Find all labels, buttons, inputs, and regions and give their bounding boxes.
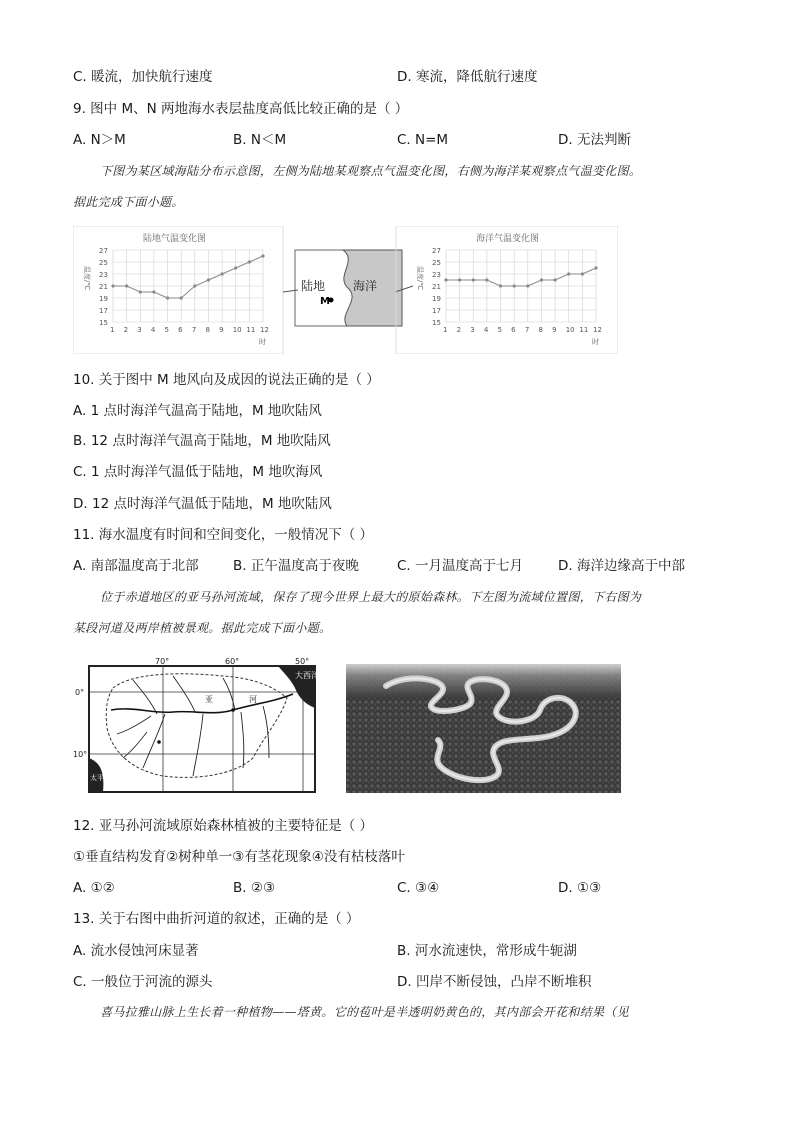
data-point — [540, 278, 543, 281]
data-point — [594, 266, 597, 269]
q12-option-b: B. ②③ — [233, 880, 276, 896]
data-point — [207, 278, 210, 281]
q10-stem: 10. 关于图中 M 地风向及成因的说法正确的是（ ） — [73, 372, 380, 388]
x-tick-label: 6 — [178, 326, 183, 334]
x-tick-label: 9 — [219, 326, 224, 334]
q8-option-c: C. 暖流，加快航行速度 — [73, 69, 213, 85]
x-tick-label: 8 — [205, 326, 210, 334]
region-char: 亚 — [205, 695, 213, 704]
q8-option-d: D. 寒流，降低航行速度 — [397, 69, 538, 85]
figure-land-sea-temperature — [73, 226, 618, 354]
q13-stem: 13. 关于右图中曲折河道的叙述，正确的是（ ） — [73, 911, 360, 927]
q10-option-d: D. 12 点时海洋气温低于陆地，M 地吹陆风 — [73, 496, 332, 512]
y-tick-label: 15 — [432, 319, 441, 327]
q9-option-c: C. N=M — [397, 132, 449, 148]
intro2-line2: 某段河道及两岸植被景观。据此完成下面小题。 — [73, 621, 332, 635]
y-tick-label: 17 — [432, 307, 441, 315]
pacific-label: 太平洋 — [90, 774, 111, 782]
data-point — [234, 266, 237, 269]
data-point — [567, 272, 570, 275]
y-tick-label: 27 — [432, 247, 441, 255]
x-tick-label: 3 — [470, 326, 475, 334]
lat-10-label: 10° — [73, 750, 88, 759]
sea-temperature-chart — [416, 232, 602, 346]
city-marker — [231, 708, 235, 712]
x-tick-label: 8 — [538, 326, 543, 334]
data-point — [485, 278, 488, 281]
q12-option-a: A. ①② — [73, 880, 115, 896]
q10-option-b: B. 12 点时海洋气温高于陆地，M 地吹陆风 — [73, 433, 331, 449]
x-tick-label: 9 — [552, 326, 557, 334]
q12-option-c: C. ③④ — [397, 880, 440, 896]
atlantic-label: 大西洋 — [295, 671, 319, 680]
x-tick-label: 5 — [164, 326, 170, 334]
data-point — [139, 290, 142, 293]
x-tick-label: 12 — [260, 326, 269, 334]
data-point — [152, 290, 155, 293]
data-point — [193, 284, 196, 287]
data-point — [180, 296, 183, 299]
river-char: 河 — [249, 695, 257, 704]
map-border — [89, 666, 315, 792]
lat-0-label: 0° — [75, 688, 85, 697]
x-tick-label: 2 — [123, 326, 129, 334]
amazon-map-svg — [73, 658, 323, 796]
chart-title: 海洋气温变化图 — [476, 234, 540, 244]
figure1-svg — [73, 226, 618, 354]
y-tick-label: 19 — [99, 295, 108, 303]
q12-stem: 12. 亚马孙河流域原始森林植被的主要特征是（ ） — [73, 818, 374, 834]
x-tick-label: 1 — [110, 326, 115, 334]
x-tick-label: 11 — [246, 326, 256, 334]
map-sea-label: 海洋 — [353, 279, 378, 293]
data-point — [581, 272, 584, 275]
series-line — [446, 268, 596, 286]
data-point — [125, 284, 128, 287]
q11-stem: 11. 海水温度有时间和空间变化，一般情况下（ ） — [73, 527, 374, 543]
intro3-line1: 喜马拉雅山脉上生长着一种植物——塔黄。它的苞叶是半透明奶黄色的，其内部会开花和结果（见 — [100, 1005, 629, 1019]
data-point — [261, 254, 264, 257]
x-axis-label: 时 — [592, 338, 599, 346]
q9-option-b: B. N＜M — [233, 132, 287, 148]
y-tick-label: 15 — [99, 319, 108, 327]
lon-60-label: 60° — [225, 658, 240, 666]
y-tick-label: 19 — [432, 295, 441, 303]
land-sea-map — [283, 250, 413, 326]
data-point — [166, 296, 169, 299]
data-point — [513, 284, 516, 287]
x-tick-label: 6 — [511, 326, 516, 334]
x-tick-label: 3 — [137, 326, 142, 334]
q11-option-b: B. 正午温度高于夜晚 — [233, 558, 359, 574]
y-tick-label: 25 — [99, 259, 108, 267]
q13-option-b: B. 河水流速快，常形成牛轭湖 — [397, 943, 577, 959]
q11-option-a: A. 南部温度高于北部 — [73, 558, 199, 574]
x-tick-label: 2 — [456, 326, 462, 334]
amazon-basin-map — [73, 658, 323, 796]
sea-chart-frame — [396, 226, 618, 354]
intro1-line2: 据此完成下面小题。 — [73, 195, 184, 209]
y-tick-label: 17 — [99, 307, 108, 315]
x-tick-label: 7 — [524, 326, 530, 334]
y-axis-label: 温度/℃ — [416, 266, 424, 291]
intro1-line1: 下图为某区域海陆分布示意图，左侧为陆地某观察点气温变化图，右侧为海洋某观察点气温变化图。 — [100, 164, 642, 178]
q13-option-c: C. 一般位于河流的源头 — [73, 974, 213, 990]
x-tick-label: 7 — [191, 326, 197, 334]
intro2-line1: 位于赤道地区的亚马孙河流域，保存了现今世界上最大的原始森林。下左图为流域位置图，下右图为 — [100, 590, 642, 604]
data-point — [499, 284, 502, 287]
y-axis-label: 温度/℃ — [83, 266, 91, 291]
chart-title: 陆地气温变化图 — [143, 234, 207, 244]
y-tick-label: 27 — [99, 247, 108, 255]
q9-option-a: A. N＞M — [73, 132, 126, 148]
x-tick-label: 10 — [565, 326, 575, 334]
q12-option-d: D. ①③ — [558, 880, 602, 896]
y-tick-label: 25 — [432, 259, 441, 267]
data-point — [472, 278, 475, 281]
x-tick-label: 4 — [483, 326, 489, 334]
y-tick-label: 21 — [99, 283, 108, 291]
q13-option-d: D. 凹岸不断侵蚀，凸岸不断堆积 — [397, 974, 592, 990]
map-point-label: M — [320, 296, 330, 307]
y-tick-label: 23 — [432, 271, 441, 279]
x-tick-label: 10 — [232, 326, 242, 334]
x-axis-label: 时 — [259, 338, 266, 346]
data-point — [553, 278, 556, 281]
x-tick-label: 11 — [579, 326, 589, 334]
lon-70-label: 70° — [155, 658, 170, 666]
x-tick-label: 1 — [443, 326, 448, 334]
data-point — [444, 278, 447, 281]
q10-option-a: A. 1 点时海洋气温高于陆地，M 地吹陆风 — [73, 403, 322, 419]
lon-50-label: 50° — [295, 658, 310, 666]
x-tick-label: 5 — [497, 326, 503, 334]
data-point — [458, 278, 461, 281]
q13-option-a: A. 流水侵蚀河床显著 — [73, 943, 199, 959]
data-point — [248, 260, 251, 263]
data-point — [111, 284, 114, 287]
y-tick-label: 21 — [432, 283, 441, 291]
river-photo-svg — [346, 664, 621, 793]
y-tick-label: 23 — [99, 271, 108, 279]
city-marker — [157, 740, 161, 744]
q9-stem: 9. 图中 M、N 两地海水表层盐度高低比较正确的是（ ） — [73, 101, 409, 117]
x-tick-label: 4 — [150, 326, 156, 334]
map-land-label: 陆地 — [301, 279, 326, 293]
x-tick-label: 12 — [593, 326, 602, 334]
meandering-river-photo — [346, 664, 621, 793]
data-point — [220, 272, 223, 275]
q11-option-c: C. 一月温度高于七月 — [397, 558, 524, 574]
q10-option-c: C. 1 点时海洋气温低于陆地，M 地吹海风 — [73, 464, 323, 480]
data-point — [526, 284, 529, 287]
q11-option-d: D. 海洋边缘高于中部 — [558, 558, 685, 574]
q9-option-d: D. 无法判断 — [558, 132, 631, 148]
q12-statements: ①垂直结构发育②树种单一③有茎花现象④没有枯枝落叶 — [73, 849, 405, 865]
